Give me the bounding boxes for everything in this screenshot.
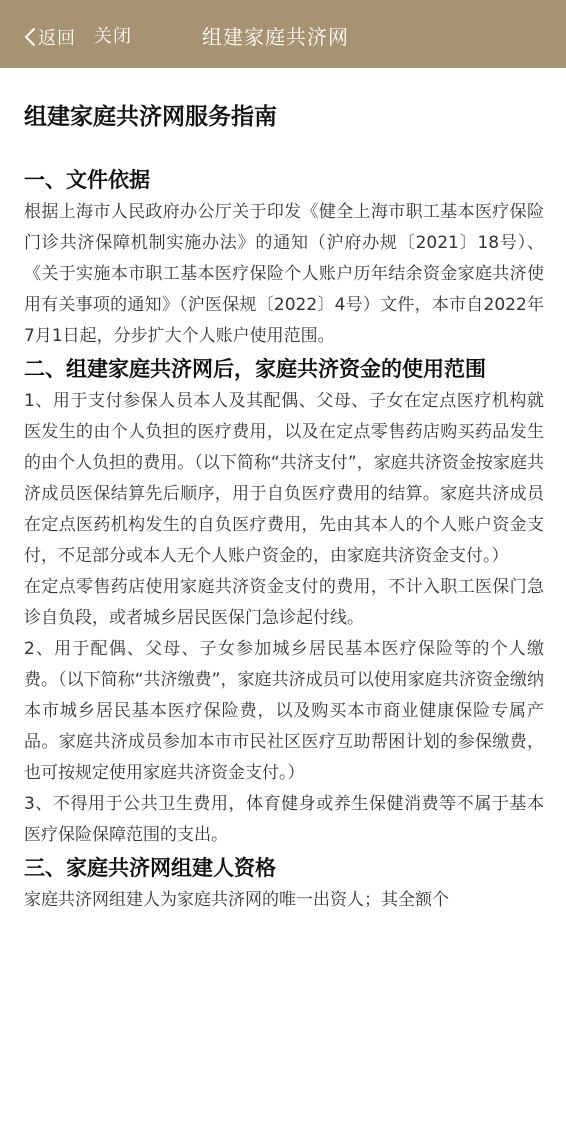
section-heading-usage-scope: 二、组建家庭共济网后，家庭共济资金的使用范围 [24, 357, 486, 381]
chevron-left-icon [24, 27, 36, 47]
back-button[interactable] [24, 22, 76, 52]
paragraph-basis: 根据上海市人民政府办公厅关于印发《健全上海市职工基本医疗保险门诊共济保障机制实施办法》的通知（沪府办规〔2021〕18号）、《关于实施本市职工基本医疗保险个人账户历年结余资金家庭共济使用有关事项的通知》（沪医保规〔2022〕4号）文件，本市自2022年7月1日起，分步扩大个人账户使用范围。 [24, 202, 544, 346]
close-button[interactable]: 关闭 [94, 26, 132, 47]
section-heading-basis: 一、文件依据 [24, 168, 150, 192]
paragraph-usage-pharmacy: 在定点零售药店使用家庭共济资金支付的费用，不计入职工医保门急诊自负段，或者城乡居民医保门急诊起付线。 [24, 577, 544, 628]
back-label: 返回 [38, 28, 76, 49]
paragraph-usage-3: 3、不得用于公共卫生费用，体育健身或养生保健消费等不属于基本医疗保险保障范围的支出。 [24, 794, 544, 845]
nav-bar [0, 0, 566, 68]
paragraph-usage-2: 2、用于配偶、父母、子女参加城乡居民基本医疗保险等的个人缴费。（以下简称“共济缴费”，家庭共济成员可以使用家庭共济资金缴纳本市城乡居民基本医疗保险费，以及购买本市商业健康保险专属产品。家庭共济成员参加本市市民社区医疗互助帮困计划的参保缴费，也可按规定使用家庭共济资金支付。） [24, 639, 544, 783]
page-title: 组建家庭共济网服务指南 [24, 104, 277, 130]
paragraph-qualification: 家庭共济网组建人为家庭共济网的唯一出资人；其全额个 [24, 890, 449, 910]
paragraph-usage-1: 1、用于支付参保人员本人及其配偶、父母、子女在定点医疗机构就医发生的由个人负担的医疗费用，以及在定点零售药店购买药品发生的由个人负担的费用。（以下简称“共济支付”，家庭共济资金按家庭共济成员医保结算先后顺序，用于自负医疗费用的结算。家庭共济成员在定点医药机构发生的自负医疗费用，先由其本人的个人账户资金支付，不足部分或本人无个人账户资金的，由家庭共济资金支付。） [24, 391, 544, 566]
nav-title: 组建家庭共济网 [202, 25, 349, 49]
section-heading-qualification: 三、家庭共济网组建人资格 [24, 856, 276, 880]
article-content [24, 97, 544, 916]
